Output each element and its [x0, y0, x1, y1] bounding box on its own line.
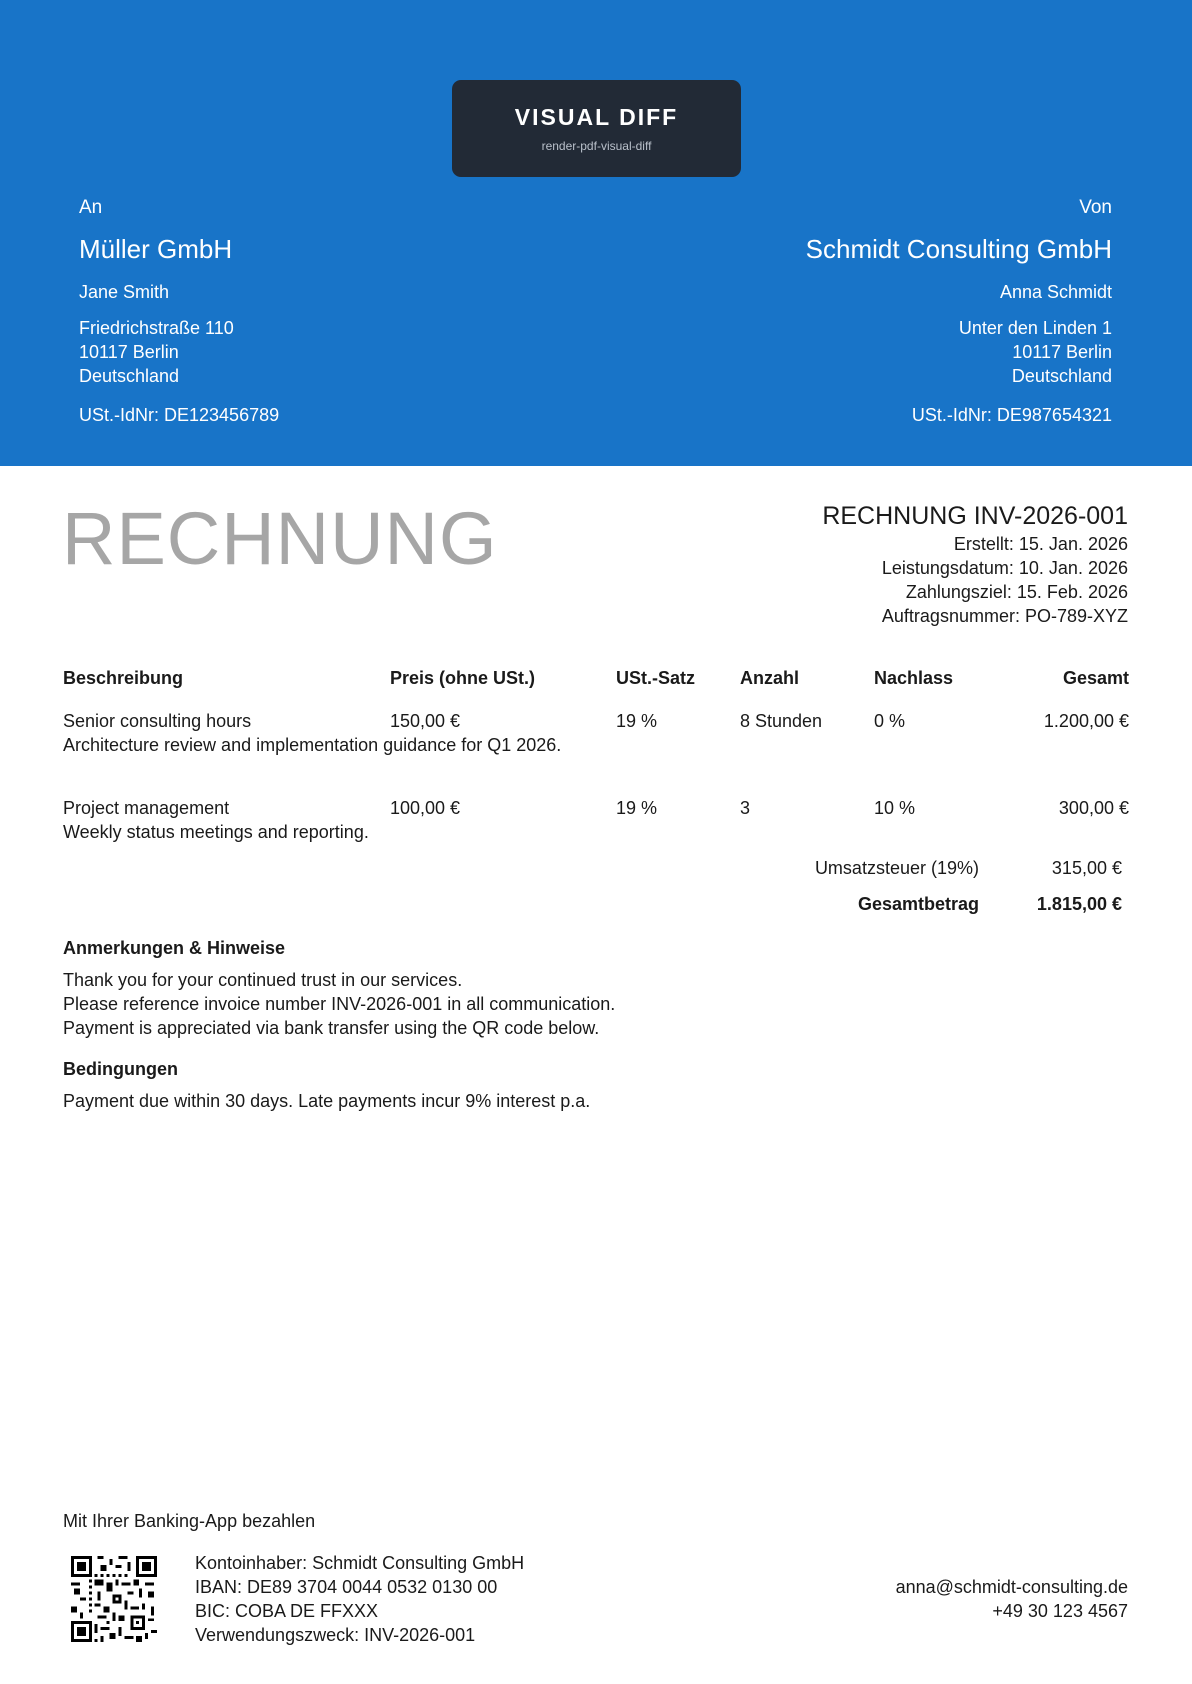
notes-section [63, 936, 863, 1113]
col-price: Preis (ohne USt.) [390, 668, 536, 688]
col-total: Gesamt [1062, 668, 1129, 688]
sender-address [612, 316, 1112, 388]
terms-heading: Bedingungen [63, 1059, 178, 1079]
col-description: Beschreibung [63, 668, 184, 688]
recipient-country: Deutschland [79, 366, 180, 386]
grand-total-value: 1.815,00 € [1036, 894, 1122, 914]
table-header-row [63, 665, 1129, 703]
col-quantity: Anzahl [740, 668, 800, 688]
line-items-table [63, 665, 1129, 864]
notes-line: Payment is appreciated via bank transfer using the QR code below. [63, 1018, 600, 1038]
recipient-street: Friedrichstraße 110 [79, 318, 234, 338]
sender-contact: Anna Schmidt [999, 282, 1112, 302]
created-date: Erstellt: 15. Jan. 2026 [953, 534, 1128, 554]
item-vat-rate: 19 % [616, 711, 658, 731]
iban: IBAN: DE89 3704 0044 0532 0130 00 [195, 1577, 498, 1597]
item-quantity: 3 [740, 798, 751, 818]
totals-block [679, 856, 1122, 928]
item-price: 150,00 € [390, 711, 461, 731]
logo-subtitle: render-pdf-visual-diff [541, 139, 652, 153]
sender-street: Unter den Linden 1 [958, 318, 1112, 338]
item-name: Senior consulting hours [63, 711, 252, 731]
terms-text: Payment due within 30 days. Late payments incur 9% interest p.a. [63, 1091, 591, 1111]
table-row-detail [63, 733, 1129, 790]
recipient-company: Müller GmbH [79, 234, 233, 264]
payment-hint: Mit Ihrer Banking-App bezahlen [63, 1511, 316, 1531]
due-date: Zahlungsziel: 15. Feb. 2026 [905, 582, 1128, 602]
col-discount: Nachlass [874, 668, 954, 688]
document-title: RECHNUNG [62, 497, 498, 580]
notes-line: Please reference invoice number INV-2026-001 in all communication. [63, 994, 616, 1014]
item-total: 1.200,00 € [1043, 711, 1129, 731]
contact-phone: +49 30 123 4567 [992, 1601, 1128, 1621]
sender-vat-id: USt.-IdNr: DE987654321 [911, 405, 1112, 425]
sender-city: 10117 Berlin [1012, 342, 1112, 362]
recipient-address [79, 316, 579, 388]
item-total: 300,00 € [1058, 798, 1129, 818]
table-row [63, 703, 1129, 733]
col-vat-rate: USt.-Satz [616, 668, 696, 688]
order-number: Auftragsnummer: PO-789-XYZ [881, 606, 1128, 626]
recipient-role: An [79, 197, 103, 218]
account-holder: Kontoinhaber: Schmidt Consulting GmbH [195, 1553, 525, 1573]
contact-email[interactable]: anna@schmidt-consulting.de [895, 1577, 1128, 1597]
sender-company: Schmidt Consulting GmbH [805, 234, 1112, 264]
sender-country: Deutschland [1011, 366, 1112, 386]
item-vat-rate: 19 % [616, 798, 658, 818]
service-date: Leistungsdatum: 10. Jan. 2026 [881, 558, 1128, 578]
invoice-number-title: RECHNUNG INV-2026-001 [822, 502, 1128, 530]
sender-block [612, 196, 1112, 427]
bank-details [195, 1551, 524, 1647]
brand-logo [452, 80, 741, 177]
grand-total-line [679, 892, 1122, 928]
item-name: Project management [63, 798, 230, 818]
table-row [63, 790, 1129, 820]
item-detail: Architecture review and implementation guidance for Q1 2026. [63, 735, 562, 755]
qr-code-icon [71, 1556, 157, 1642]
recipient-contact: Jane Smith [79, 282, 170, 302]
recipient-city: 10117 Berlin [79, 342, 179, 362]
header-banner [0, 0, 1192, 466]
tax-label: Umsatzsteuer (19%) [814, 858, 979, 878]
item-quantity: 8 Stunden [740, 711, 823, 731]
item-discount: 10 % [874, 798, 916, 818]
bic: BIC: COBA DE FFXXX [195, 1601, 379, 1621]
recipient-vat-id: USt.-IdNr: DE123456789 [79, 405, 280, 425]
sender-role: Von [1079, 197, 1112, 218]
payment-reference: Verwendungszweck: INV-2026-001 [195, 1625, 476, 1645]
recipient-block [79, 196, 579, 427]
grand-total-label: Gesamtbetrag [857, 894, 979, 914]
tax-line [679, 856, 1122, 892]
item-price: 100,00 € [390, 798, 461, 818]
invoice-meta [822, 500, 1128, 628]
item-discount: 0 % [874, 711, 906, 731]
notes-line: Thank you for your continued trust in our services. [63, 970, 463, 990]
footer-contact [896, 1575, 1128, 1623]
logo-title: VISUAL DIFF [514, 104, 679, 130]
tax-value: 315,00 € [1051, 858, 1122, 878]
notes-text [63, 968, 863, 1040]
item-detail: Weekly status meetings and reporting. [63, 822, 369, 842]
notes-heading: Anmerkungen & Hinweise [63, 938, 286, 958]
